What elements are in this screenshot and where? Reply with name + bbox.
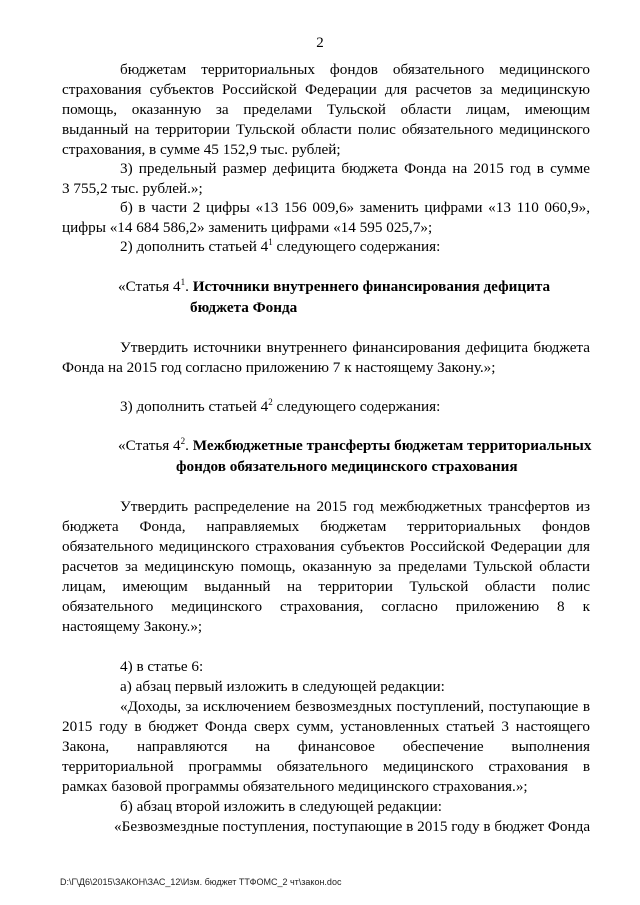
paragraph-line: Закона, направляются на финансовое обеспечение выполнения bbox=[62, 738, 590, 755]
paragraph-line: а) абзац первый изложить в следующей редакции: bbox=[120, 678, 445, 695]
paragraph-line: 3) дополнить статьей $4^2$ следующего содержания: bbox=[120, 397, 441, 415]
paragraph-line: рамках базовой программы обязательного медицинского страхования.»; bbox=[62, 778, 528, 795]
superscript: 2 bbox=[268, 397, 273, 407]
paragraph-line: расчетов за медицинскую помощь, оказанную за пределами Тульской области bbox=[62, 558, 590, 575]
article-heading: «Статья $4^1$. Источники внутреннего финансирования дефицита bbox=[118, 277, 551, 295]
paragraph-line: «Доходы, за исключением безвозмездных поступлений, поступающие в bbox=[120, 698, 590, 715]
paragraph-line: обязательного медицинского страхования, согласно приложению 8 к bbox=[62, 598, 590, 615]
paragraph-line: Утвердить распределение на 2015 год межбюджетных трансфертов из bbox=[120, 498, 590, 515]
paragraph-line: б) в части 2 цифры «13 156 009,6» заменить цифрами «13 110 060,9», bbox=[120, 199, 590, 216]
paragraph-line: 3) предельный размер дефицита бюджета Фонда на 2015 год в сумме bbox=[120, 160, 590, 177]
superscript: 1 bbox=[180, 277, 186, 287]
paragraph-line: помощь, оказанную за пределами Тульской области лицам, имеющим bbox=[62, 101, 590, 118]
paragraph-line: бюджета Фонда, направляемых бюджетам территориальных фондов bbox=[62, 518, 590, 535]
superscript: 2 bbox=[180, 436, 186, 446]
page-number: 2 bbox=[316, 35, 324, 51]
paragraph-line: 2) дополнить статьей $4^1$ следующего содержания: bbox=[120, 237, 441, 255]
paragraph-line: 2015 году в бюджет Фонда сверх сумм, установленных статьей 3 настоящего bbox=[62, 718, 590, 735]
paragraph-line: Утвердить источники внутреннего финансирования дефицита бюджета bbox=[120, 339, 590, 356]
paragraph-line: б) абзац второй изложить в следующей редакции: bbox=[120, 798, 442, 815]
paragraph-line: бюджетам территориальных фондов обязательного медицинского bbox=[120, 61, 590, 78]
paragraph-line: настоящему Закону.»; bbox=[62, 618, 203, 635]
article-heading-line: фондов обязательного медицинского страхования bbox=[176, 458, 518, 475]
paragraph-line: обязательного медицинского страхования субъектов Российской Федерации для bbox=[62, 538, 590, 555]
paragraph-line: страхования субъектов Российской Федерации для расчетов за медицинскую bbox=[62, 81, 590, 98]
article-heading-line: бюджета Фонда bbox=[190, 299, 298, 316]
paragraph-line: 3 755,2 тыс. рублей.»; bbox=[62, 180, 203, 197]
paragraph-line: «Безвозмездные поступления, поступающие в 2015 году в бюджет Фонда bbox=[114, 818, 591, 835]
superscript: 1 bbox=[268, 237, 273, 247]
paragraph-line: территориальной программы обязательного медицинского страхования в bbox=[62, 758, 590, 775]
paragraph-line: цифры «14 684 586,2» заменить цифрами «14 595 025,7»; bbox=[62, 219, 433, 236]
file-path-footer: D:\Г\Д6\2015\ЗАКОН\ЗАС_12\Изм. бюджет ТТФОМС_2 чт\закон.doc bbox=[60, 877, 342, 887]
paragraph-line: Фонда на 2015 год согласно приложению 7 к настоящему Закону.»; bbox=[62, 359, 496, 376]
paragraph-line: страхования, в сумме 45 152,9 тыс. рублей; bbox=[62, 141, 341, 158]
paragraph-line: 4) в статье 6: bbox=[120, 658, 204, 675]
paragraph-line: лицам, имеющим выданный на территории Тульской области полис bbox=[62, 578, 590, 595]
paragraph-line: выданный на территории Тульской области полис обязательного медицинского bbox=[62, 121, 590, 138]
article-heading: «Статья $4^2$. Межбюджетные трансферты бюджетам территориальных bbox=[118, 436, 592, 454]
